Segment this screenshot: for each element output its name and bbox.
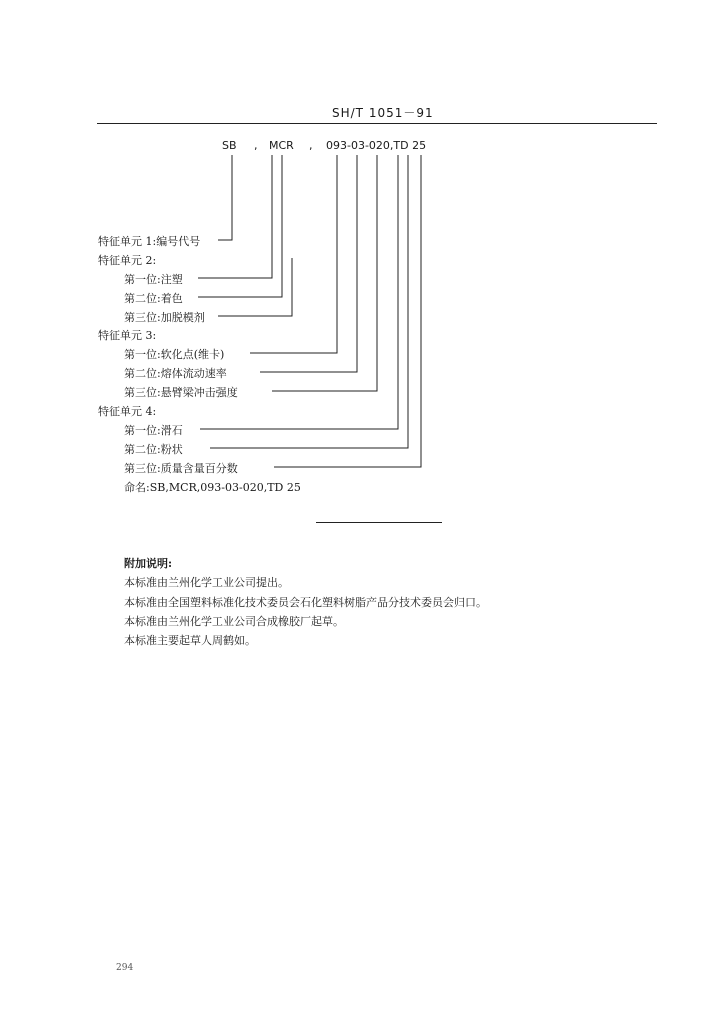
leader-line-u2-pos1: [198, 155, 272, 278]
standard-number-header: SH/T 1051－91: [332, 106, 434, 120]
notes-title: 附加说明:: [124, 557, 173, 570]
unit4-pos1-label: 第一位:滑石: [124, 424, 183, 437]
unit4-label: 特征单元 4:: [98, 405, 157, 418]
code-part-sb: SB: [222, 139, 237, 152]
unit1-label: 特征单元 1:编号代号: [98, 235, 201, 248]
unit2-pos1-label: 第一位:注塑: [124, 273, 183, 286]
leader-line-u3-pos3: [272, 155, 377, 391]
code-comma-1: ,: [254, 139, 258, 152]
notes-line-3: 本标准由兰州化学工业公司合成橡胶厂起草。: [124, 615, 344, 628]
section-separator: [316, 522, 442, 523]
unit4-pos3-label: 第三位:质量含量百分数: [124, 462, 238, 475]
naming-example: 命名:SB,MCR,093-03-020,TD 25: [124, 481, 301, 494]
leader-line-u2-pos2: [198, 155, 282, 297]
page-number: 294: [116, 963, 134, 973]
unit2-pos3-label: 第三位:加脱模剂: [124, 311, 205, 324]
unit4-pos2-label: 第二位:粉状: [124, 443, 183, 456]
leader-line-u3-pos2: [260, 155, 357, 372]
notes-line-2: 本标准由全国塑料标准化技术委员会石化塑料树脂产品分技术委员会归口。: [124, 596, 487, 609]
unit3-pos2-label: 第二位:熔体流动速率: [124, 367, 227, 380]
code-comma-2: ,: [309, 139, 313, 152]
leader-line-u4-pos3: [274, 155, 421, 467]
notes-line-1: 本标准由兰州化学工业公司提出。: [124, 576, 289, 589]
leader-line-u3-pos1: [250, 155, 337, 353]
unit3-pos3-label: 第三位:悬臂梁冲击强度: [124, 386, 238, 399]
leader-line-unit1: [218, 155, 232, 240]
unit2-pos2-label: 第二位:着色: [124, 292, 183, 305]
unit3-pos1-label: 第一位:软化点(维卡): [124, 348, 225, 361]
leader-line-u4-pos2: [210, 155, 408, 448]
notes-line-4: 本标准主要起草人周鹤如。: [124, 634, 256, 647]
unit2-label: 特征单元 2:: [98, 254, 157, 267]
code-part-numeric: 093-03-020,TD 25: [326, 139, 427, 152]
unit3-label: 特征单元 3:: [98, 329, 157, 342]
code-part-mcr: MCR: [269, 139, 294, 152]
leader-line-u2-pos3: [218, 258, 292, 316]
